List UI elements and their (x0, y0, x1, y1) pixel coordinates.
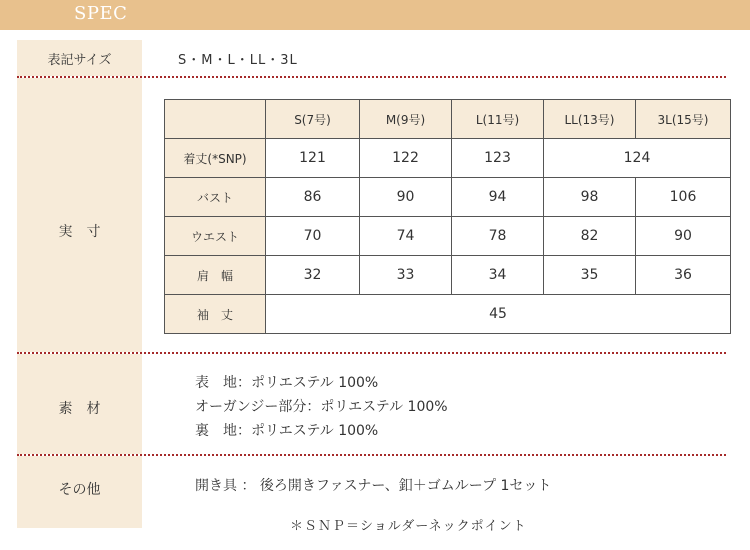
measure-label: 実 寸 (58, 224, 101, 240)
size-label: 表記サイズ (47, 53, 112, 68)
other-label: その他 (58, 482, 101, 498)
material-label: 素 材 (58, 401, 101, 417)
table-header-row (165, 100, 731, 139)
spec-header-bar (0, 0, 750, 30)
table-row (165, 217, 731, 256)
closure-details: 開き具 ： 後ろ開きファスナー、釦＋ゴムループ 1セット (195, 478, 552, 494)
table-cell: 78 (452, 217, 544, 256)
table-cell: 33 (360, 256, 452, 295)
spec-title: SPEC (74, 3, 128, 24)
measurement-table (164, 99, 731, 334)
table-cell: 98 (544, 178, 636, 217)
table-row (165, 178, 731, 217)
table-cell: 121 (266, 139, 360, 178)
table-cell: 45 (266, 295, 731, 334)
row-label: ウエスト (165, 217, 266, 256)
row-label: 着丈(*SNP) (165, 139, 266, 178)
column-header: M(9号) (360, 100, 452, 139)
table-cell: 122 (360, 139, 452, 178)
table-cell: 35 (544, 256, 636, 295)
measure-label-cell (17, 78, 142, 352)
table-row (165, 139, 731, 178)
divider (17, 454, 726, 456)
divider (17, 352, 726, 354)
row-label: 袖 丈 (165, 295, 266, 334)
table-cell: 94 (452, 178, 544, 217)
row-label: バスト (165, 178, 266, 217)
table-cell: 90 (636, 217, 731, 256)
column-header: L(11号) (452, 100, 544, 139)
column-header: LL(13号) (544, 100, 636, 139)
table-cell: 74 (360, 217, 452, 256)
table-cell: 106 (636, 178, 731, 217)
material-line: オーガンジー部分：ポリエステル 100% (195, 399, 448, 415)
table-row (165, 295, 731, 334)
material-line: 裏 地：ポリエステル 100% (195, 423, 379, 439)
table-cell: 82 (544, 217, 636, 256)
table-cell: 123 (452, 139, 544, 178)
table-cell: 32 (266, 256, 360, 295)
table-cell: 86 (266, 178, 360, 217)
material-line: 表 地：ポリエステル 100% (195, 375, 379, 391)
table-cell: 90 (360, 178, 452, 217)
divider (17, 76, 726, 78)
table-cell: 34 (452, 256, 544, 295)
column-header: S(7号) (266, 100, 360, 139)
column-header: 3L(15号) (636, 100, 731, 139)
table-cell: 70 (266, 217, 360, 256)
table-row (165, 256, 731, 295)
snp-footnote: ＊ＳＮＰ＝ショルダーネックポイント (290, 519, 527, 534)
table-cell: 124 (544, 139, 731, 178)
sizes-list: S・M・L・LL・3L (178, 53, 298, 68)
row-label: 肩 幅 (165, 256, 266, 295)
table-cell: 36 (636, 256, 731, 295)
corner-cell (165, 100, 266, 139)
